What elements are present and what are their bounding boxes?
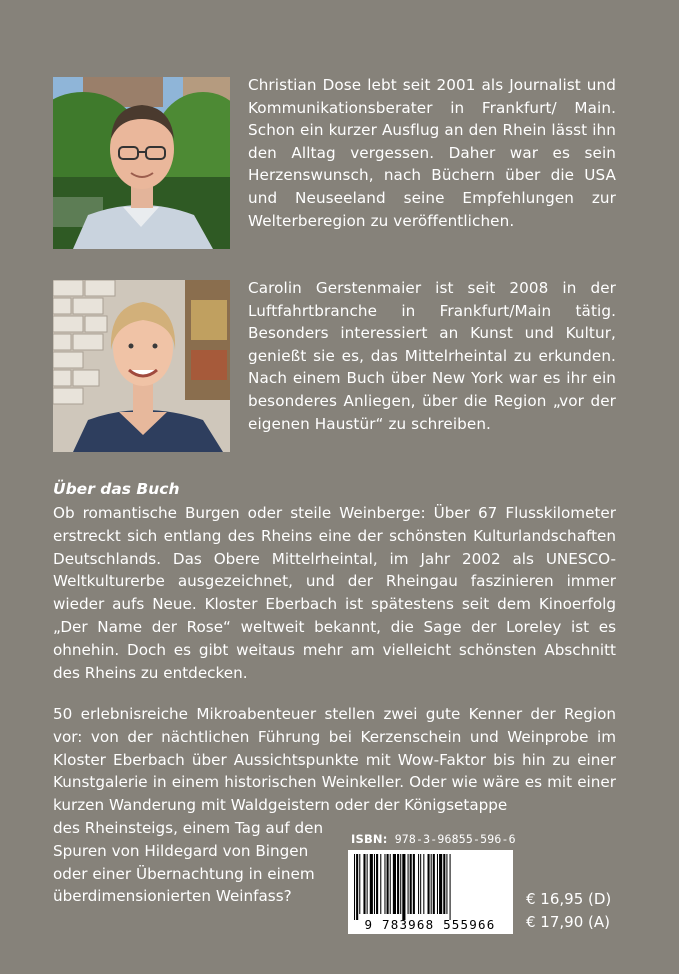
author-bio-carolin-gerstenmaier: Carolin Gerstenmaier ist seit 2008 in der Luftfahrtbranche in Frankfurt/Main tätig. Besonders interessiert an Kunst und Kultur, genießt sie es, das Mittelrheintal zu erkunden. Nach einem Buch über New York war es ihr ein besonderes Anliegen, über die Region „vor der eigenen Haustür“ zu schreiben. [248,279,616,433]
author-photo-carolin-gerstenmaier [53,280,230,452]
barcode-graphic [348,850,513,934]
barcode-bar [359,854,360,914]
barcode-bar [367,854,368,914]
barcode-bar [418,854,419,914]
barcode-bar [433,854,435,914]
barcode-bar [408,854,409,914]
barcode-bar [437,854,438,914]
about-book-paragraph-2-continued: des Rheinsteigs, einem Tag auf den Spuren von Hildegard von Bingen oder einer Übernachtung in einem überdimensionierten Weinfass? [53,819,324,906]
barcode-bar [450,854,451,920]
barcode-digits: 9 783968 555966 [364,917,496,932]
barcode-bar [393,854,396,914]
barcode-bar [370,854,373,914]
barcode-bar [397,854,399,914]
barcode-bar [431,854,432,914]
barcode-bar [354,854,355,920]
barcode-bar [439,854,442,914]
isbn-barcode [348,850,513,934]
about-book-paragraph-2: 50 erlebnisreiche Mikroabenteuer stellen zwei gute Kenner der Region vor: von der nächtlichen Führung bei Kerzenschein und Weinprobe im Kloster Eberbach über Aussichtspunkte mit Wow-Faktor bis hin zu einer Kunstgalerie in einem historischen Weinkeller. Oder wie wäre es mit einer kurzen Wanderung mit Waldgeistern oder der Königsetappe [53,705,616,815]
price-germany: € 16,95 (D) [526,890,612,908]
barcode-bar [384,854,385,914]
barcode-bar [413,854,415,914]
barcode-bar [363,854,365,914]
price-austria: € 17,90 (A) [526,913,610,931]
barcode-bar [428,854,430,914]
isbn-label [351,832,516,846]
barcode-bar [376,854,378,914]
barcode-bar [390,854,391,914]
barcode-bar [443,854,445,914]
barcode-bar [423,854,424,914]
barcode-bar [420,854,421,914]
price-block [526,888,611,934]
author-bio-christian-dose: Christian Dose lebt seit 2001 als Journalist und Kommunikationsberater in Frankfurt/ Main. Schon ein kurzer Ausflug an den Rhein lässt ihn den Alltag vergessen. Daher war es sein Herzenswunsch, nach Büchern über die USA und Neuseeland seine Empfehlungen zur Welterberegion zu veröffentlichen. [248,76,616,230]
barcode-bar [400,854,401,914]
isbn-number: 978-3-96855-596-6 [394,832,516,846]
about-book-heading: Über das Buch [53,480,180,498]
barcode-bar [374,854,375,914]
barcode-bar [410,854,412,914]
isbn-prefix: ISBN: [351,832,388,846]
barcode-bar [446,854,447,914]
barcode-bar [356,854,358,920]
barcode-bar [380,854,381,914]
author-photo-christian-dose [53,77,230,249]
barcode-bar [387,854,389,914]
barcode-bar [402,854,405,920]
about-book-paragraph-1: Ob romantische Burgen oder steile Weinberge: Über 67 Flusskilometer erstreckt sich entlang des Rheins eine der schönsten Kulturlandschaften Deutschlands. Das Obere Mittelrheintal, im Jahr 2002 als UNESCO-Weltkulturerbe ausgezeichnet, und der Rheingau faszinieren immer wieder aufs Neue. Kloster Eberbach ist spätestens seit dem Kinoerfolg „Der Name der Rose“ weltweit bekannt, die Sage der Loreley ist es ohnehin. Doch es gibt weitaus mehr am vielleicht schönsten Abschnitt des Rheins zu entdecken. [53,504,616,682]
